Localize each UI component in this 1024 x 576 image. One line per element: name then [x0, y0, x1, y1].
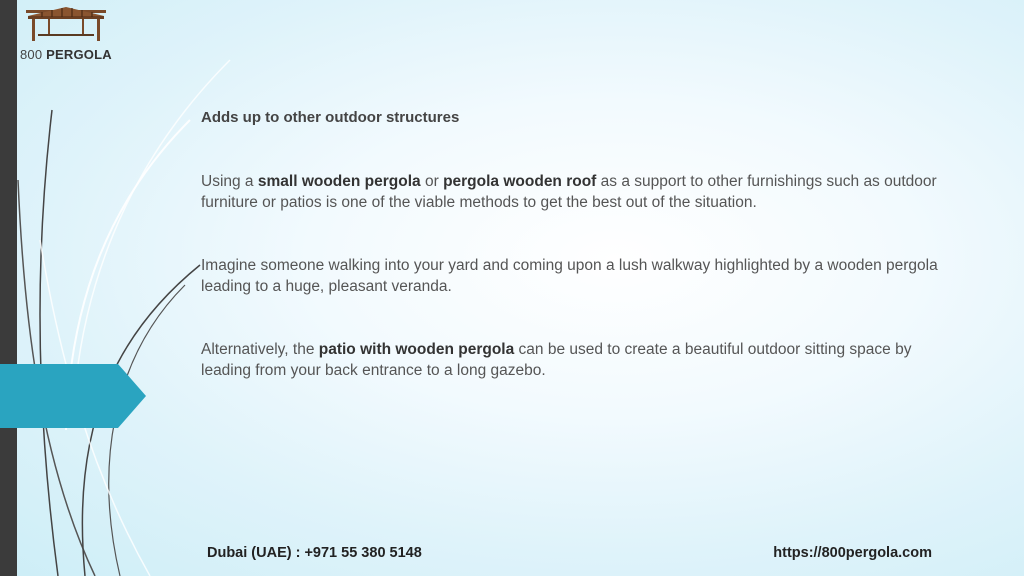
footer-contact: Dubai (UAE) : +971 55 380 5148 — [207, 545, 422, 561]
pergola-logo-icon — [18, 4, 122, 46]
p1-bold-1: small wooden pergola — [257, 173, 421, 190]
logo-brand-name: PERGOLA — [46, 47, 112, 62]
paragraph-3 — [201, 339, 941, 381]
slide-content — [201, 107, 941, 381]
brand-logo — [18, 4, 122, 66]
logo-wordmark — [20, 47, 112, 62]
p1-text-2: or — [420, 173, 444, 190]
footer-website-link[interactable]: https://800pergola.com — [773, 545, 932, 561]
p3-text-1: Alternatively, the — [201, 341, 319, 358]
p1-text-1: Using a — [201, 173, 258, 190]
p1-bold-2: pergola wooden roof — [443, 173, 597, 190]
decor-curve-dark-4 — [109, 285, 185, 576]
decor-curve-dark-1 — [40, 110, 58, 576]
p1-text-3: as a support to other furnishings such as outdoor furniture or patios is one of the viable methods to get the best out of the situation. — [201, 173, 937, 211]
left-sidebar-strip — [0, 0, 17, 576]
p3-text-2: can be used to create a beautiful outdoor sitting space by leading from your back entrance to a long gazebo. — [201, 341, 912, 379]
paragraph-1 — [201, 171, 941, 213]
accent-arrow-tab — [0, 364, 146, 428]
paragraph-2: Imagine someone walking into your yard and coming upon a lush walkway highlighted by a wooden pergola leading to a huge, pleasant veranda. — [201, 257, 938, 295]
slide-heading: Adds up to other outdoor structures — [201, 109, 460, 126]
p3-bold-1: patio with wooden pergola — [318, 341, 515, 358]
logo-number: 800 — [20, 47, 43, 62]
